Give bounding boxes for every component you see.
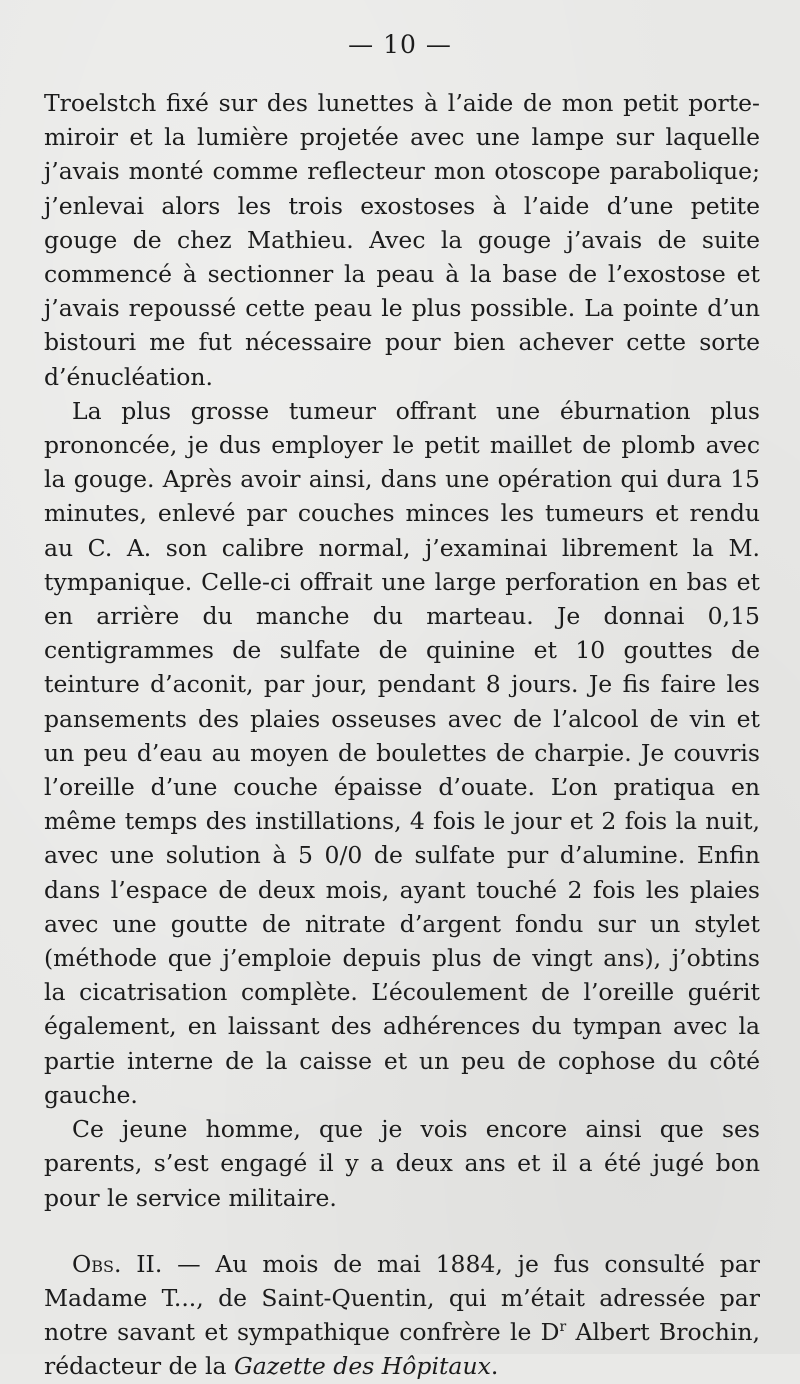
observation-text-start: Au mois de mai 1884, je fus consulté par Madame T..., de Saint-Quentin, qui m’était adressée par notre savant et sympathique confrère le D bbox=[44, 1249, 760, 1347]
observation-label: Obs. II. bbox=[72, 1249, 163, 1278]
observation-dash: — bbox=[162, 1249, 216, 1278]
paragraph-continuation: Troelstch fixé sur des lunettes à l’aide de mon petit porte-miroir et la lumière projetée avec une lampe sur laquelle j’avais monté comme reflecteur mon otoscope parabolique; j’enlevai alors les trois exostoses à l’aide d’une petite gouge de chez Mathieu. Avec la gouge j’avais de suite commencé à sectionner la peau à la base de l’exostose et j’avais repoussé cette peau le plus possible. La pointe d’un bistouri me fut nécessaire pour bien achever cette sorte d’énucléation. bbox=[44, 89, 760, 391]
observation-text-middle: Albert Brochin, rédacteur de la bbox=[44, 1318, 761, 1381]
observation-ending: . bbox=[490, 1352, 499, 1381]
body-text bbox=[44, 86, 760, 1384]
paragraph-treatment: La plus grosse tumeur offrant une éburnation plus prononcée, je dus employer le petit maillet de plomb avec la gouge. Après avoir ainsi, dans une opération qui dura 15 minutes, enlevé par couches minces les tumeurs et rendu au C. A. son calibre normal, j’examinai librement la M. tympanique. Celle-ci offrait une large perforation en bas et en arrière du manche du marteau. Je donnai 0,15 centigrammes de sulfate de quinine et 10 gouttes de teinture d’aconit, par jour, pendant 8 jours. Je fis faire les pansements des plaies osseuses avec de l’alcool de vin et un peu d’eau au moyen de boulettes de charpie. Je couvris l’oreille d’une couche épaisse d’ouate. L’on pratiqua en même temps des instillations, 4 fois le jour et 2 fois la nuit, avec une solution à 5 0/0 de sulfate pur d’alumine. Enfin dans l’espace de deux mois, ayant touché 2 fois les plaies avec une goutte de nitrate d’argent fondu sur un stylet (méthode que j’emploie depuis plus de vingt ans), j’obtins la cicatrisation complète. L’écoulement de l’oreille guérit également, en laissant des adhérences du tympan avec la partie interne de la caisse et un peu de cophose du côté gauche. bbox=[44, 396, 760, 1109]
doctor-abbrev-sup: r bbox=[559, 1319, 567, 1336]
observation-paragraph bbox=[44, 1247, 760, 1384]
page-number: — 10 — bbox=[348, 30, 452, 59]
journal-title: Gazette des Hôpitaux bbox=[233, 1352, 491, 1381]
paragraph-outcome: Ce jeune homme, que je vois encore ainsi que ses parents, s’est engagé il y a deux ans et il a été jugé bon pour le service militaire. bbox=[44, 1115, 760, 1212]
